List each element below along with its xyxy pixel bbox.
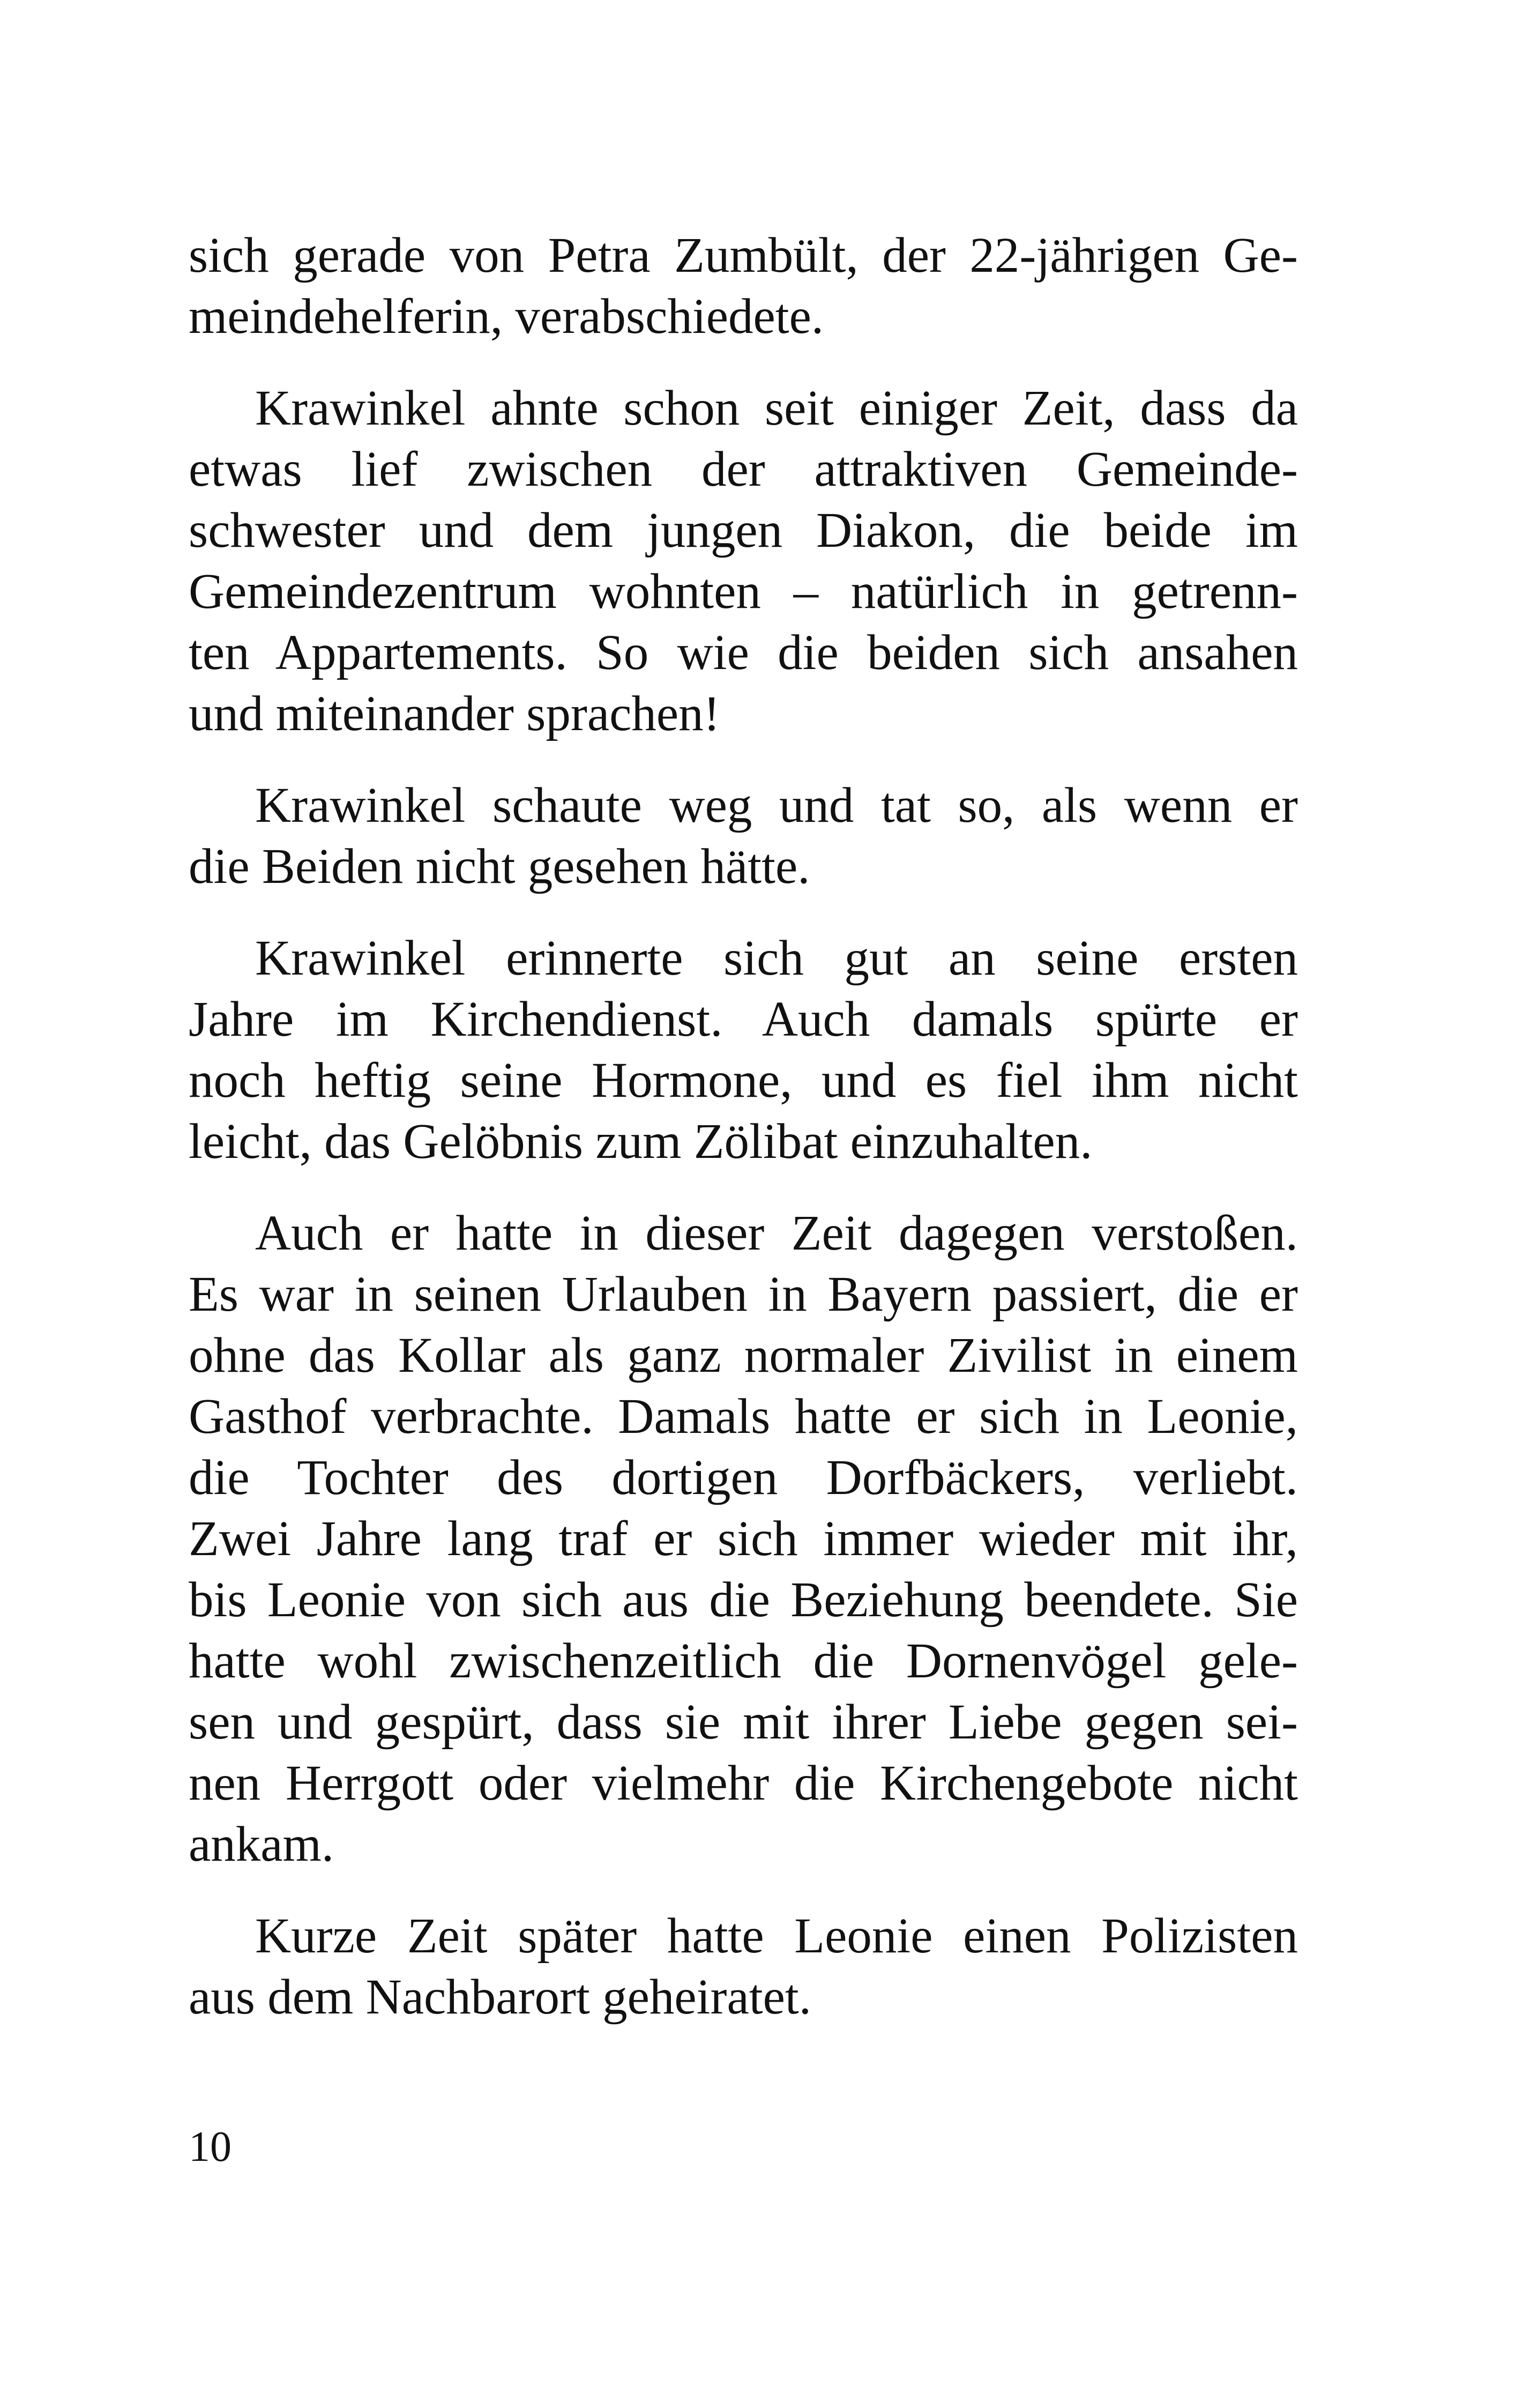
text-line: leicht, das Gelöbnis zum Zölibat einzuhalten. <box>189 1114 1093 1169</box>
text-line: und miteinander sprachen! <box>189 686 720 741</box>
text-line: Kurze Zeit später hatte Leonie einen Polizisten <box>255 1908 1298 1964</box>
text-line: meindehelferin, verabschiedete. <box>189 289 824 344</box>
paragraph-3 <box>189 775 1298 897</box>
text-line: noch heftig seine Hormone, und es fiel ihm nicht <box>189 1053 1298 1108</box>
text-line: ohne das Kollar als ganz normaler Zivilist in einem <box>189 1328 1298 1383</box>
text-line: ankam. <box>189 1817 334 1872</box>
text-line: Gasthof verbrachte. Damals hatte er sich in Leonie, <box>189 1389 1298 1444</box>
paragraph-2 <box>189 378 1298 745</box>
text-line: Krawinkel schaute weg und tat so, als wenn er <box>255 778 1298 833</box>
text-line: Zwei Jahre lang traf er sich immer wieder mit ihr, <box>189 1511 1298 1566</box>
text-line: die Beiden nicht gesehen hätte. <box>189 839 810 894</box>
text-line: aus dem Nachbarort geheiratet. <box>189 1969 811 2025</box>
text-line: Jahre im Kirchendienst. Auch damals spürte er <box>189 992 1298 1047</box>
text-line: Auch er hatte in dieser Zeit dagegen verstoßen. <box>255 1206 1298 1261</box>
text-line: ten Appartements. So wie die beiden sich ansahen <box>189 625 1298 680</box>
paragraph-5 <box>189 1203 1298 1875</box>
paragraph-6 <box>189 1906 1298 2028</box>
text-line: Krawinkel erinnerte sich gut an seine ersten <box>255 931 1298 986</box>
page-number: 10 <box>189 2123 232 2171</box>
text-line: hatte wohl zwischenzeitlich die Dornenvögel gele- <box>189 1633 1298 1689</box>
body-text <box>189 225 1298 2058</box>
text-line: Gemeindezentrum wohnten – natürlich in getrenn- <box>189 564 1298 619</box>
text-line: nen Herrgott oder vielmehr die Kirchengebote nicht <box>189 1756 1298 1811</box>
text-line: bis Leonie von sich aus die Beziehung beendete. Sie <box>189 1572 1298 1627</box>
paragraph-1 <box>189 225 1298 347</box>
text-line: sen und gespürt, dass sie mit ihrer Liebe gegen sei- <box>189 1694 1298 1750</box>
text-line: schwester und dem jungen Diakon, die beide im <box>189 503 1298 558</box>
text-line: Krawinkel ahnte schon seit einiger Zeit, dass da <box>255 381 1298 436</box>
text-line: etwas lief zwischen der attraktiven Gemeinde- <box>189 442 1298 497</box>
text-line: die Tochter des dortigen Dorfbäckers, verliebt. <box>189 1450 1298 1505</box>
text-line: Es war in seinen Urlauben in Bayern passiert, die er <box>189 1267 1298 1322</box>
paragraph-4 <box>189 928 1298 1172</box>
text-line: sich gerade von Petra Zumbült, der 22-jährigen Ge- <box>189 228 1298 283</box>
